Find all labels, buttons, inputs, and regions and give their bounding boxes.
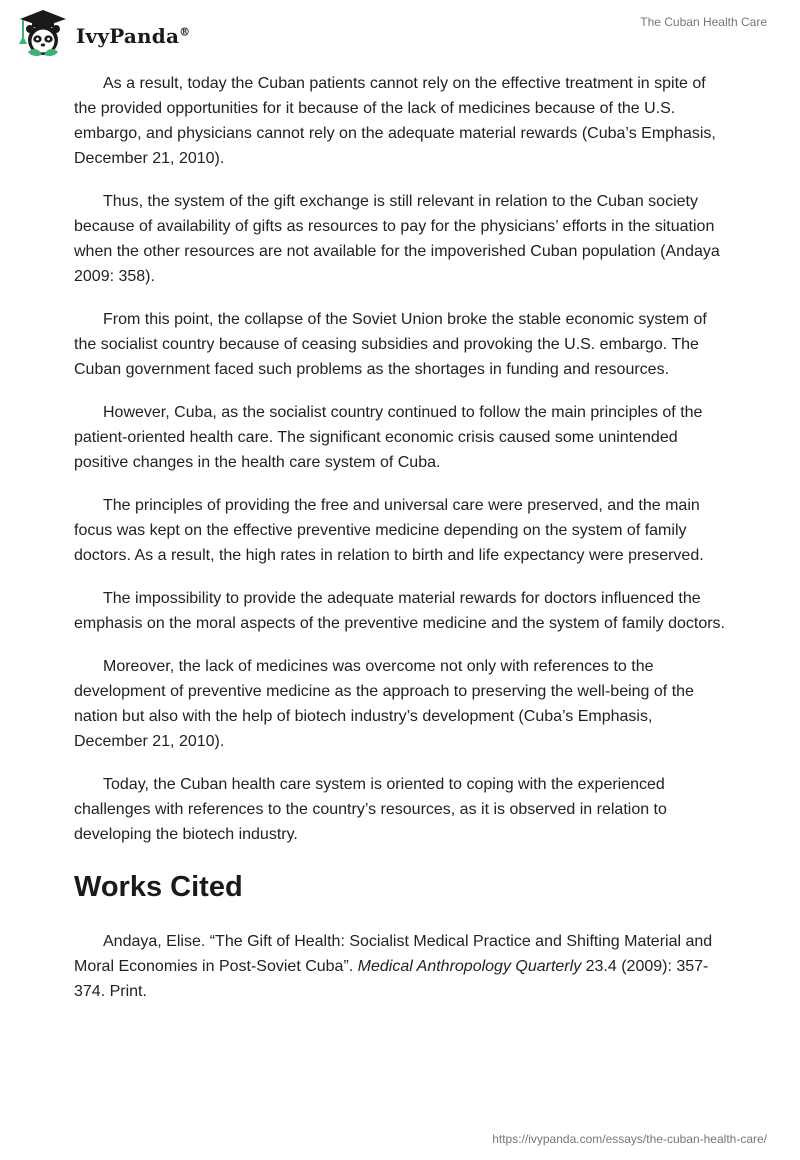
registered-mark: ® bbox=[179, 25, 191, 39]
document-title: The Cuban Health Care bbox=[640, 15, 767, 29]
works-cited-heading: Works Cited bbox=[74, 871, 243, 903]
paragraph: The principles of providing the free and universal care were preserved, and the main focus was kept on the effective preventive medicine depending on the system of family doctors. As a result, the high rates in relation to birth and life expectancy were preserved. bbox=[74, 497, 704, 564]
citation-journal: Medical Anthropology Quarterly bbox=[357, 958, 582, 975]
logo-text: IvyPanda® bbox=[76, 24, 191, 48]
citation-entry bbox=[74, 929, 726, 1004]
paragraph: Moreover, the lack of medicines was overcome not only with references to the development of preventive medicine as the approach to preserving the well-being of the nation but also with the help of biotech industry’s development (Cuba’s Emphasis, December 21, 2010). bbox=[74, 658, 694, 750]
paragraph: From this point, the collapse of the Soviet Union broke the stable economic system of the socialist country because of ceasing subsidies and provoking the U.S. embargo. The Cuban government faced such problems as the shortages in funding and resources. bbox=[74, 311, 707, 378]
paragraph: Today, the Cuban health care system is oriented to coping with the experienced challenges with references to the country’s resources, as it is observed in relation to developing the biotech industry. bbox=[74, 776, 667, 843]
essay-body bbox=[74, 71, 726, 1004]
paragraph: As a result, today the Cuban patients cannot rely on the effective treatment in spite of the provided opportunities for it because of the lack of medicines because of the U.S. embargo, and physicians cannot rely on the adequate material rewards (Cuba’s Emphasis, December 21, 2010). bbox=[74, 75, 716, 167]
paragraph: Thus, the system of the gift exchange is still relevant in relation to the Cuban society because of availability of gifts as resources to pay for the physicians’ efforts in the situation when the other resources are not available for the impoverished Cuban population (Andaya 2009: 358). bbox=[74, 193, 720, 285]
page-header bbox=[0, 0, 800, 70]
panda-graduate-icon bbox=[14, 8, 72, 60]
ivypanda-logo[interactable] bbox=[14, 8, 190, 60]
citation-details: 23.4 (2009): 357-374. Print. bbox=[74, 958, 709, 1000]
paragraph: However, Cuba, as the socialist country continued to follow the main principles of the patient-oriented health care. The significant economic crisis caused some unintended positive changes in the health care system of Cuba. bbox=[74, 404, 703, 471]
paragraph: The impossibility to provide the adequate material rewards for doctors influenced the emphasis on the moral aspects of the preventive medicine and the system of family doctors. bbox=[74, 590, 725, 632]
source-url[interactable]: https://ivypanda.com/essays/the-cuban-health-care/ bbox=[492, 1132, 767, 1146]
citation-author-title: Andaya, Elise. “The Gift of Health: Socialist Medical Practice and Shifting Material and Moral Economies in Post-Soviet Cuba”. bbox=[74, 933, 713, 975]
